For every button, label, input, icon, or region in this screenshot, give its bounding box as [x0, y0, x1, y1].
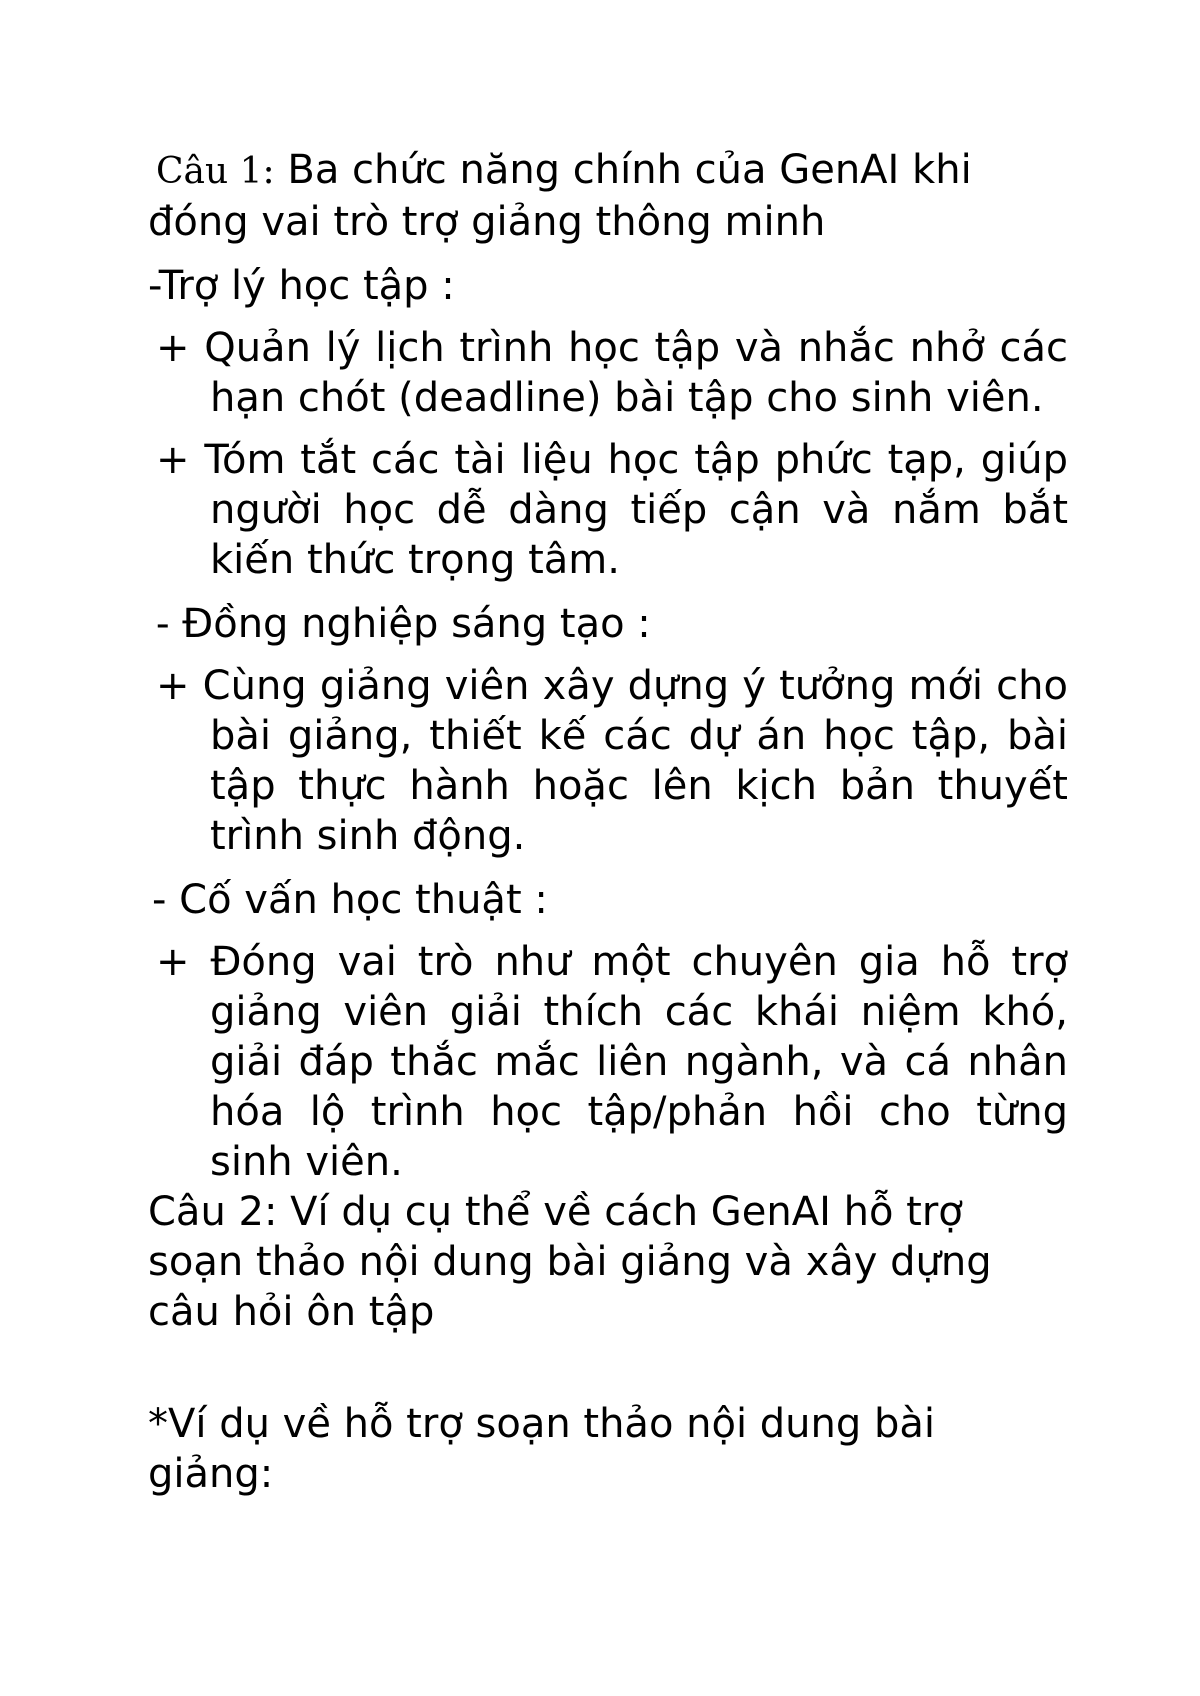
question-2-heading: Câu 2: Ví dụ cụ thể về cách GenAI hỗ trợ soạn thảo nội dung bài giảng và xây dựng câu hỏi ôn tập: [148, 1189, 992, 1335]
list-item: + Quản lý lịch trình học tập và nhắc nhở các hạn chót (deadline) bài tập cho sinh viên.: [156, 325, 1068, 421]
section-heading-creative-colleague: [148, 599, 1068, 649]
section-heading-academic-advisor: - Cố vấn học thuật :: [152, 877, 548, 923]
question-1-label: Câu 1:: [156, 151, 275, 192]
question-1-title: Ba chức năng chính của GenAI khi đóng vai trò trợ giảng thông minh: [148, 147, 972, 245]
question-1-heading: [148, 145, 1028, 247]
section-heading-learning-assistant: -Trợ lý học tập :: [148, 263, 455, 309]
section-heading-text: Đồng nghiệp sáng tạo :: [182, 601, 651, 647]
example-heading: *Ví dụ về hỗ trợ soạn thảo nội dung bài giảng:: [148, 1401, 935, 1497]
list-item: + Tóm tắt các tài liệu học tập phức tạp, giúp người học dễ dàng tiếp cận và nắm bắt kiến thức trọng tâm.: [156, 437, 1068, 583]
list-item: + Đóng vai trò như một chuyên gia hỗ trợ giảng viên giải thích các khái niệm khó, giải đáp thắc mắc liên ngành, và cá nhân hóa lộ trình học tập/phản hồi cho từng sinh viên.: [156, 939, 1068, 1185]
document-body: [148, 145, 1068, 1499]
list-item: + Cùng giảng viên xây dựng ý tưởng mới cho bài giảng, thiết kế các dự án học tập, bài tập thực hành hoặc lên kịch bản thuyết trình sinh động.: [156, 663, 1068, 859]
section-dash: -: [156, 601, 170, 647]
